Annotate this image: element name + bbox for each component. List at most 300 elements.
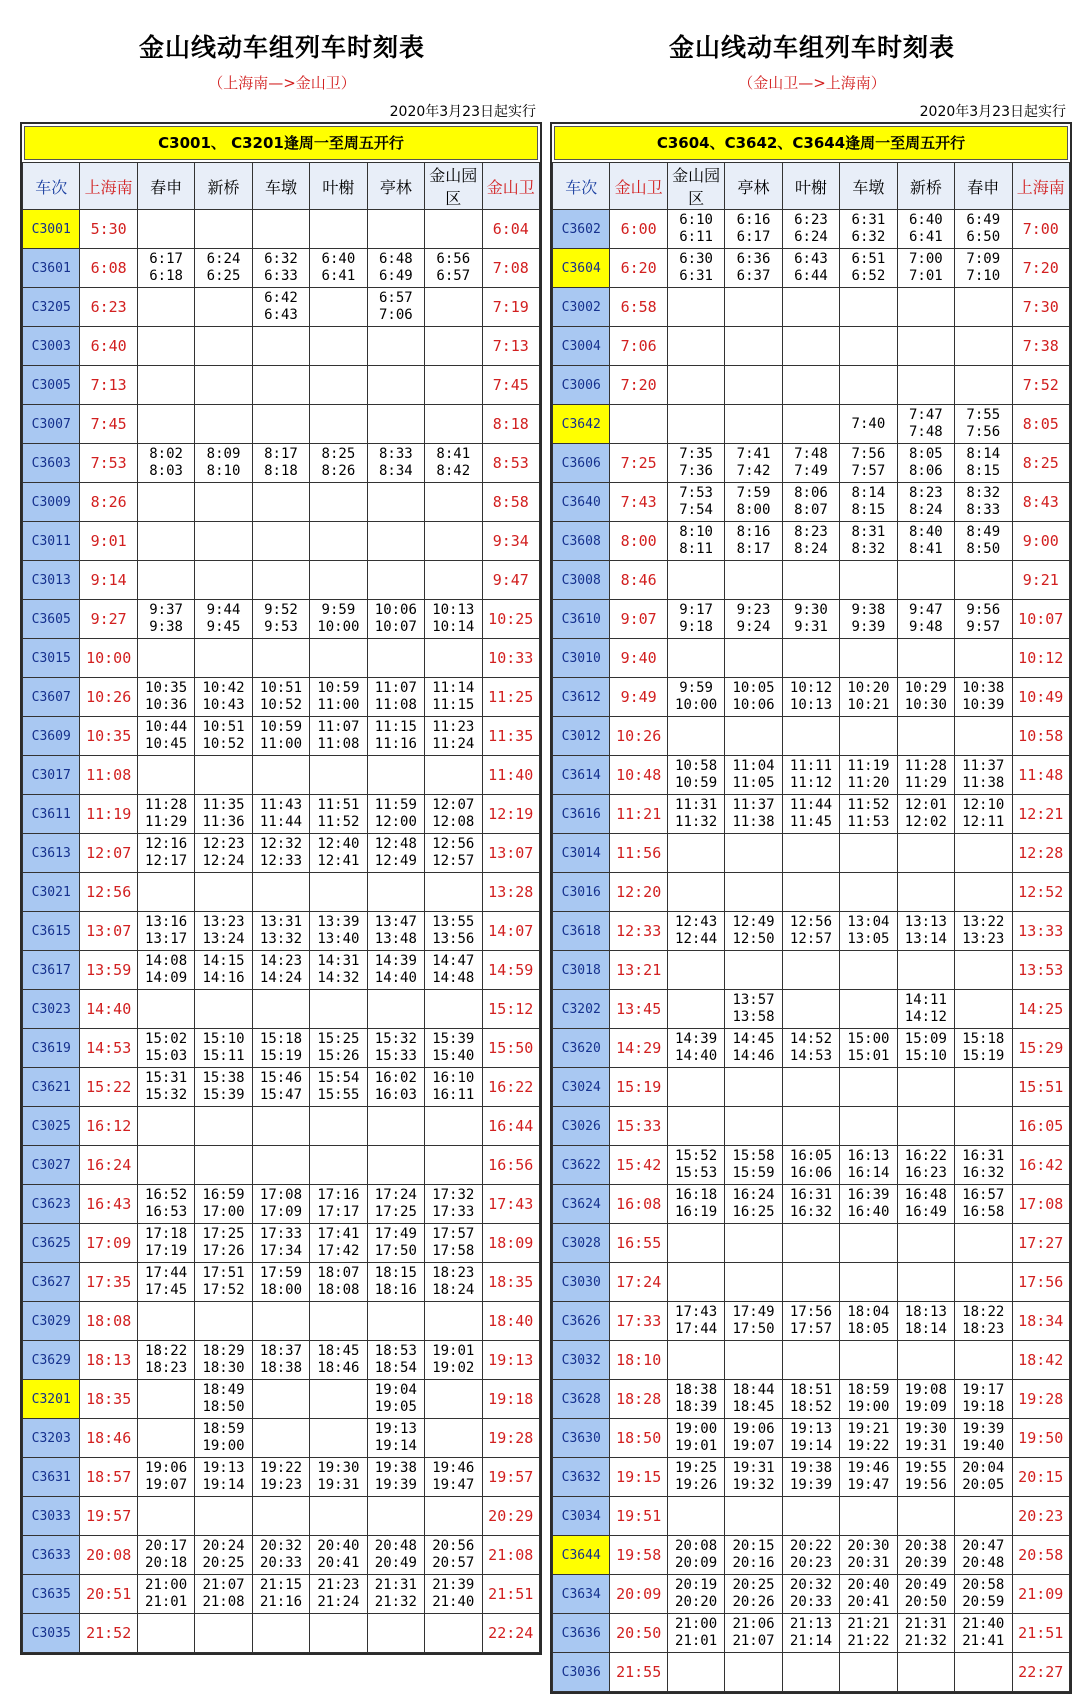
terminal-arrival-time: 21:51 (482, 1575, 540, 1614)
station-time-cell (667, 522, 724, 561)
departure-time: 14:46 (732, 1048, 775, 1064)
station-time-cell (367, 912, 424, 951)
station-time-cell (425, 405, 482, 444)
train-number: C3014 (553, 834, 610, 873)
terminal-arrival-time: 17:43 (482, 1185, 540, 1224)
arrival-time: 18:22 (145, 1343, 188, 1359)
train-number: C3615 (23, 912, 80, 951)
station-time-cell (137, 990, 194, 1029)
station-time-cell (137, 561, 194, 600)
station-time-cell (667, 1653, 724, 1692)
station-time-cell (195, 678, 252, 717)
station-time-cell (725, 678, 782, 717)
arrival-time: 10:44 (145, 719, 188, 735)
table-row (23, 1029, 540, 1068)
origin-departure-time (610, 405, 667, 444)
station-time-cell (955, 756, 1012, 795)
station-time-cell (195, 600, 252, 639)
station-time-cell (955, 1575, 1012, 1614)
station-time-cell (840, 366, 897, 405)
station-time-cell (667, 1224, 724, 1263)
train-number: C3006 (553, 366, 610, 405)
departure-time: 11:24 (432, 736, 475, 752)
terminal-arrival-time: 21:51 (1012, 1614, 1070, 1653)
station-time-cell (955, 1536, 1012, 1575)
departure-time: 20:26 (732, 1594, 775, 1610)
station-time-cell (310, 912, 367, 951)
station-time-cell (195, 990, 252, 1029)
table-row (23, 1497, 540, 1536)
station-time-cell (367, 1185, 424, 1224)
station-time-cell (310, 1068, 367, 1107)
departure-time: 19:39 (374, 1477, 417, 1493)
station-time-cell (310, 678, 367, 717)
departure-time: 13:40 (317, 931, 360, 947)
origin-departure-time: 20:09 (610, 1575, 667, 1614)
arrival-time: 8:02 (149, 446, 183, 462)
station-time-cell (137, 249, 194, 288)
station-time-cell (137, 1068, 194, 1107)
departure-time: 17:57 (789, 1321, 833, 1337)
station-time-cell (897, 1029, 954, 1068)
departure-time: 12:50 (732, 931, 775, 947)
train-number: C3612 (553, 678, 610, 717)
station-time-cell (310, 951, 367, 990)
arrival-time: 15:39 (432, 1031, 475, 1047)
terminal-arrival-time: 18:40 (482, 1302, 540, 1341)
table-row (553, 834, 1070, 873)
origin-departure-time: 9:07 (610, 600, 667, 639)
arrival-time: 11:31 (675, 797, 718, 813)
station-time-cell (425, 1614, 482, 1653)
origin-departure-time: 17:09 (80, 1224, 137, 1263)
arrival-time: 17:25 (202, 1226, 245, 1242)
station-time-cell (425, 795, 482, 834)
station-time-cell (310, 1380, 367, 1419)
train-number: C3602 (553, 210, 610, 249)
arrival-time: 17:18 (145, 1226, 188, 1242)
arrival-time: 15:18 (259, 1031, 303, 1047)
station-time-cell (137, 327, 194, 366)
station-time-cell (367, 327, 424, 366)
terminal-arrival-time: 20:15 (1012, 1458, 1070, 1497)
arrival-time: 19:46 (847, 1460, 890, 1476)
station-time-cell (425, 678, 482, 717)
station-time-cell (252, 1146, 309, 1185)
station-time-cell (725, 1653, 782, 1692)
terminal-arrival-time: 11:48 (1012, 756, 1070, 795)
departure-time: 20:18 (145, 1555, 188, 1571)
departure-time: 15:19 (259, 1048, 303, 1064)
arrival-time: 7:00 (908, 251, 943, 267)
table-row (553, 1653, 1070, 1692)
departure-time: 17:58 (432, 1243, 475, 1259)
origin-departure-time: 21:52 (80, 1614, 137, 1653)
train-number: C3607 (23, 678, 80, 717)
terminal-arrival-time: 9:47 (482, 561, 540, 600)
departure-time: 18:05 (847, 1321, 890, 1337)
arrival-time: 9:30 (794, 602, 828, 618)
column-header-station: 金山园区 (667, 163, 724, 210)
station-time-cell (782, 1302, 839, 1341)
departure-time: 21:16 (259, 1594, 303, 1610)
table-row (553, 1224, 1070, 1263)
table-row (553, 522, 1070, 561)
departure-time: 12:11 (962, 814, 1005, 830)
column-header-station: 新桥 (195, 163, 252, 210)
station-time-cell (310, 990, 367, 1029)
train-number: C3633 (23, 1536, 80, 1575)
station-time-cell (137, 756, 194, 795)
departure-time: 14:53 (789, 1048, 833, 1064)
departure-time: 8:03 (149, 463, 183, 479)
station-time-cell (195, 1185, 252, 1224)
station-time-cell (782, 288, 839, 327)
departure-time: 19:00 (202, 1438, 245, 1454)
arrival-time: 10:51 (259, 680, 303, 696)
departure-time: 10:14 (432, 619, 475, 635)
station-time-cell (252, 1497, 309, 1536)
train-number: C3005 (23, 366, 80, 405)
table-row (553, 951, 1070, 990)
departure-time: 14:09 (145, 970, 188, 986)
station-time-cell (252, 1107, 309, 1146)
station-time-cell (310, 1302, 367, 1341)
departure-time: 20:41 (847, 1594, 890, 1610)
arrival-time: 10:59 (259, 719, 303, 735)
column-header-station: 春申 (137, 163, 194, 210)
origin-departure-time: 16:43 (80, 1185, 137, 1224)
arrival-time: 16:31 (962, 1148, 1005, 1164)
station-time-cell (667, 444, 724, 483)
station-time-cell (725, 990, 782, 1029)
station-time-cell (667, 327, 724, 366)
station-time-cell (782, 444, 839, 483)
arrival-time: 15:31 (145, 1070, 188, 1086)
station-time-cell (310, 1458, 367, 1497)
station-time-cell (252, 249, 309, 288)
station-time-cell (782, 1263, 839, 1302)
arrival-time: 16:59 (202, 1187, 245, 1203)
station-time-cell (897, 1380, 954, 1419)
station-time-cell (782, 795, 839, 834)
departure-time: 19:01 (675, 1438, 718, 1454)
arrival-time: 18:49 (202, 1382, 245, 1398)
station-time-cell (840, 1302, 897, 1341)
arrival-time: 7:48 (794, 446, 828, 462)
arrival-time: 19:30 (904, 1421, 947, 1437)
station-time-cell (667, 1614, 724, 1653)
station-time-cell (782, 600, 839, 639)
departure-time: 8:07 (794, 502, 828, 518)
table-row (23, 366, 540, 405)
arrival-time: 19:22 (259, 1460, 303, 1476)
arrival-time: 12:40 (317, 836, 360, 852)
station-time-cell (955, 1263, 1012, 1302)
station-time-cell (840, 210, 897, 249)
terminal-arrival-time: 7:45 (482, 366, 540, 405)
terminal-arrival-time: 19:28 (1012, 1380, 1070, 1419)
departure-time: 12:57 (432, 853, 475, 869)
station-time-cell (137, 1302, 194, 1341)
departure-time: 18:38 (259, 1360, 303, 1376)
station-time-cell (667, 1575, 724, 1614)
departure-time: 20:41 (317, 1555, 360, 1571)
terminal-arrival-time: 19:18 (482, 1380, 540, 1419)
station-time-cell (782, 1653, 839, 1692)
departure-time: 7:42 (736, 463, 771, 479)
table-row (553, 1380, 1070, 1419)
arrival-time: 19:13 (202, 1460, 245, 1476)
departure-time: 17:42 (317, 1243, 360, 1259)
departure-time: 11:16 (374, 736, 417, 752)
station-time-cell (195, 1263, 252, 1302)
departure-time: 9:31 (794, 619, 828, 635)
departure-time: 11:12 (789, 775, 833, 791)
station-time-cell (955, 795, 1012, 834)
station-time-cell (367, 405, 424, 444)
train-number: C3618 (553, 912, 610, 951)
station-time-cell (725, 288, 782, 327)
station-time-cell (367, 834, 424, 873)
station-time-cell (667, 834, 724, 873)
departure-time: 12:08 (432, 814, 475, 830)
arrival-time: 17:16 (317, 1187, 360, 1203)
departure-time: 19:05 (374, 1399, 417, 1415)
station-time-cell (782, 990, 839, 1029)
train-number: C3627 (23, 1263, 80, 1302)
origin-departure-time: 15:22 (80, 1068, 137, 1107)
station-time-cell (667, 756, 724, 795)
table-row (553, 678, 1070, 717)
station-time-cell (310, 366, 367, 405)
station-time-cell (195, 1029, 252, 1068)
departure-time: 17:17 (317, 1204, 360, 1220)
station-time-cell (367, 1419, 424, 1458)
departure-time: 16:14 (847, 1165, 890, 1181)
station-time-cell (252, 1419, 309, 1458)
departure-time: 15:33 (374, 1048, 417, 1064)
station-time-cell (897, 1341, 954, 1380)
station-time-cell (667, 1302, 724, 1341)
arrival-time: 19:25 (675, 1460, 718, 1476)
arrival-time: 15:38 (202, 1070, 245, 1086)
station-time-cell (897, 444, 954, 483)
station-time-cell (725, 1107, 782, 1146)
station-time-cell (425, 327, 482, 366)
arrival-time: 18:45 (317, 1343, 360, 1359)
station-time-cell (195, 1068, 252, 1107)
origin-departure-time: 9:40 (610, 639, 667, 678)
arrival-time: 14:11 (904, 992, 947, 1008)
station-time-cell (725, 639, 782, 678)
station-time-cell (897, 834, 954, 873)
station-time-cell (955, 1380, 1012, 1419)
column-header-station: 上海南 (80, 163, 137, 210)
arrival-time: 19:55 (904, 1460, 947, 1476)
station-time-cell (252, 678, 309, 717)
arrival-time: 17:49 (374, 1226, 417, 1242)
table-row (553, 483, 1070, 522)
arrival-time: 20:08 (675, 1538, 718, 1554)
train-number: C3617 (23, 951, 80, 990)
arrival-time: 11:37 (962, 758, 1005, 774)
station-time-cell (782, 1419, 839, 1458)
table-row (23, 522, 540, 561)
terminal-arrival-time: 8:53 (482, 444, 540, 483)
arrival-time: 14:47 (432, 953, 475, 969)
timetable-table (22, 162, 540, 1653)
column-header-station: 车墩 (252, 163, 309, 210)
terminal-arrival-time: 11:25 (482, 678, 540, 717)
station-time-cell (782, 678, 839, 717)
arrival-time: 18:15 (374, 1265, 417, 1281)
origin-departure-time: 12:56 (80, 873, 137, 912)
station-time-cell (310, 639, 367, 678)
arrival-time: 18:23 (432, 1265, 475, 1281)
station-time-cell (840, 1224, 897, 1263)
station-time-cell (137, 678, 194, 717)
departure-time: 15:40 (432, 1048, 475, 1064)
station-time-cell (667, 912, 724, 951)
station-time-cell (252, 795, 309, 834)
departure-time: 17:19 (145, 1243, 188, 1259)
departure-time: 16:03 (374, 1087, 417, 1103)
table-row (23, 600, 540, 639)
arrival-time: 11:37 (732, 797, 775, 813)
arrival-time: 12:32 (259, 836, 303, 852)
station-time-cell (425, 1302, 482, 1341)
departure-time: 6:11 (679, 229, 713, 245)
terminal-arrival-time: 16:22 (482, 1068, 540, 1107)
departure-time: 17:34 (259, 1243, 303, 1259)
departure-time: 11:08 (317, 736, 360, 752)
departure-time: 16:32 (962, 1165, 1005, 1181)
arrival-time: 17:24 (374, 1187, 417, 1203)
arrival-time: 16:52 (145, 1187, 188, 1203)
station-time-cell (367, 990, 424, 1029)
departure-time: 11:29 (145, 814, 188, 830)
arrival-time: 9:44 (206, 602, 241, 618)
departure-time: 10:43 (202, 697, 245, 713)
station-time-cell (840, 1029, 897, 1068)
terminal-arrival-time: 14:07 (482, 912, 540, 951)
arrival-time: 13:04 (847, 914, 890, 930)
arrival-time: 17:56 (789, 1304, 833, 1320)
station-time-cell (955, 210, 1012, 249)
departure-time: 7:49 (794, 463, 828, 479)
arrival-time: 13:16 (145, 914, 188, 930)
station-time-cell (840, 600, 897, 639)
departure-time: 11:29 (904, 775, 947, 791)
station-time-cell (725, 873, 782, 912)
table-row (23, 678, 540, 717)
station-time-cell (310, 1419, 367, 1458)
departure-time: 15:26 (317, 1048, 360, 1064)
departure-time: 9:38 (149, 619, 183, 635)
train-number: C3631 (23, 1458, 80, 1497)
departure-time: 19:31 (904, 1438, 947, 1454)
arrival-time: 12:56 (432, 836, 475, 852)
station-time-cell (897, 327, 954, 366)
origin-departure-time: 18:08 (80, 1302, 137, 1341)
departure-time: 11:20 (847, 775, 890, 791)
arrival-time: 18:44 (732, 1382, 775, 1398)
station-time-cell (310, 1185, 367, 1224)
table-row (23, 1068, 540, 1107)
station-time-cell (310, 1536, 367, 1575)
station-time-cell (667, 678, 724, 717)
train-number: C3008 (553, 561, 610, 600)
station-time-cell (782, 522, 839, 561)
origin-departure-time: 7:20 (610, 366, 667, 405)
arrival-time: 11:19 (847, 758, 890, 774)
origin-departure-time: 20:08 (80, 1536, 137, 1575)
train-number: C3624 (553, 1185, 610, 1224)
departure-time: 21:24 (317, 1594, 360, 1610)
station-time-cell (955, 1419, 1012, 1458)
station-time-cell (897, 795, 954, 834)
station-time-cell (137, 834, 194, 873)
arrival-time: 11:28 (904, 758, 947, 774)
station-time-cell (955, 483, 1012, 522)
table-row (553, 1185, 1070, 1224)
station-time-cell (955, 600, 1012, 639)
arrival-time: 15:52 (675, 1148, 718, 1164)
station-time-cell (955, 1068, 1012, 1107)
departure-time: 19:07 (145, 1477, 188, 1493)
arrival-time: 21:31 (374, 1577, 417, 1593)
departure-time: 12:00 (374, 814, 417, 830)
terminal-arrival-time: 19:13 (482, 1341, 540, 1380)
station-time-cell (667, 1497, 724, 1536)
arrival-time: 13:57 (732, 992, 775, 1008)
origin-departure-time: 14:29 (610, 1029, 667, 1068)
station-time-cell (667, 210, 724, 249)
arrival-time: 18:53 (374, 1343, 417, 1359)
train-number: C3630 (553, 1419, 610, 1458)
arrival-time: 19:21 (847, 1421, 890, 1437)
terminal-arrival-time: 8:18 (482, 405, 540, 444)
arrival-time: 10:42 (202, 680, 245, 696)
terminal-arrival-time: 11:35 (482, 717, 540, 756)
arrival-time: 7:55 (966, 407, 1001, 423)
terminal-arrival-time: 20:23 (1012, 1497, 1070, 1536)
arrival-time: 17:08 (259, 1187, 303, 1203)
train-number: C3620 (553, 1029, 610, 1068)
station-time-cell (195, 951, 252, 990)
origin-departure-time: 16:12 (80, 1107, 137, 1146)
station-time-cell (667, 1029, 724, 1068)
origin-departure-time: 19:57 (80, 1497, 137, 1536)
arrival-time: 6:40 (321, 251, 356, 267)
departure-time: 9:53 (264, 619, 298, 635)
terminal-arrival-time: 10:12 (1012, 639, 1070, 678)
departure-time: 11:44 (259, 814, 303, 830)
arrival-time: 12:43 (675, 914, 718, 930)
table-row (23, 1146, 540, 1185)
station-time-cell (137, 873, 194, 912)
arrival-time: 9:47 (908, 602, 943, 618)
origin-departure-time: 8:26 (80, 483, 137, 522)
station-time-cell (955, 678, 1012, 717)
station-time-cell (840, 327, 897, 366)
train-number: C3635 (23, 1575, 80, 1614)
train-number: C3642 (553, 405, 610, 444)
table-row (23, 483, 540, 522)
departure-time: 13:24 (202, 931, 245, 947)
departure-time: 10:59 (675, 775, 718, 791)
